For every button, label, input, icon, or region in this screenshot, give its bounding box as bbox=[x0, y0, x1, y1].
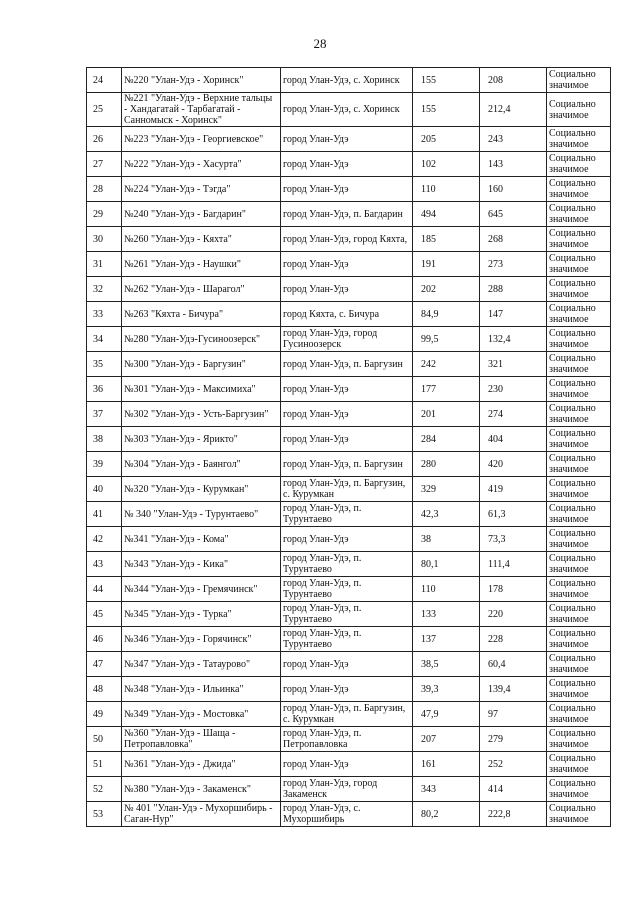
route-type-cell: Социально значимое bbox=[547, 202, 611, 227]
route-name-cell: №360 "Улан-Удэ - Шаща - Петропавловка" bbox=[122, 727, 281, 752]
distance-a-cell: 38 bbox=[413, 527, 480, 552]
start-point-cell: город Улан-Удэ bbox=[281, 277, 413, 302]
table-row bbox=[87, 252, 611, 277]
start-point-cell: город Улан-Удэ, п. Турунтаево bbox=[281, 627, 413, 652]
distance-b-cell: 139,4 bbox=[480, 677, 547, 702]
route-type-cell: Социально значимое bbox=[547, 802, 611, 827]
row-number-cell: 52 bbox=[87, 777, 122, 802]
route-type-cell: Социально значимое bbox=[547, 277, 611, 302]
distance-a-cell: 110 bbox=[413, 177, 480, 202]
start-point-cell: город Улан-Удэ bbox=[281, 402, 413, 427]
route-name-cell: №262 "Улан-Удэ - Шарагол" bbox=[122, 277, 281, 302]
route-name-cell: №302 "Улан-Удэ - Усть-Баргузин" bbox=[122, 402, 281, 427]
route-name-cell: №303 "Улан-Удэ - Ярикто" bbox=[122, 427, 281, 452]
start-point-cell: город Улан-Удэ, п. Баргузин, с. Курумкан bbox=[281, 477, 413, 502]
table-row bbox=[87, 68, 611, 93]
route-type-cell: Социально значимое bbox=[547, 377, 611, 402]
distance-a-cell: 207 bbox=[413, 727, 480, 752]
start-point-cell: город Улан-Удэ, п. Турунтаево bbox=[281, 577, 413, 602]
table-row bbox=[87, 552, 611, 577]
table-row bbox=[87, 577, 611, 602]
route-type-cell: Социально значимое bbox=[547, 627, 611, 652]
table-row bbox=[87, 427, 611, 452]
distance-b-cell: 111,4 bbox=[480, 552, 547, 577]
row-number-cell: 53 bbox=[87, 802, 122, 827]
start-point-cell: город Кяхта, с. Бичура bbox=[281, 302, 413, 327]
start-point-cell: город Улан-Удэ bbox=[281, 127, 413, 152]
distance-a-cell: 80,2 bbox=[413, 802, 480, 827]
row-number-cell: 28 bbox=[87, 177, 122, 202]
route-name-cell: №345 "Улан-Удэ - Турка" bbox=[122, 602, 281, 627]
table-row bbox=[87, 802, 611, 827]
route-name-cell: №223 "Улан-Удэ - Георгиевское" bbox=[122, 127, 281, 152]
distance-a-cell: 205 bbox=[413, 127, 480, 152]
table-row bbox=[87, 277, 611, 302]
distance-a-cell: 110 bbox=[413, 577, 480, 602]
table-row bbox=[87, 602, 611, 627]
row-number-cell: 25 bbox=[87, 93, 122, 127]
distance-b-cell: 143 bbox=[480, 152, 547, 177]
start-point-cell: город Улан-Удэ bbox=[281, 152, 413, 177]
route-name-cell: №240 "Улан-Удэ - Багдарин" bbox=[122, 202, 281, 227]
row-number-cell: 24 bbox=[87, 68, 122, 93]
row-number-cell: 51 bbox=[87, 752, 122, 777]
route-name-cell: №222 "Улан-Удэ - Хасурта" bbox=[122, 152, 281, 177]
table-row bbox=[87, 152, 611, 177]
distance-a-cell: 329 bbox=[413, 477, 480, 502]
row-number-cell: 33 bbox=[87, 302, 122, 327]
row-number-cell: 40 bbox=[87, 477, 122, 502]
route-type-cell: Социально значимое bbox=[547, 127, 611, 152]
distance-a-cell: 99,5 bbox=[413, 327, 480, 352]
distance-a-cell: 39,3 bbox=[413, 677, 480, 702]
route-name-cell: №361 "Улан-Удэ - Джида" bbox=[122, 752, 281, 777]
table-row bbox=[87, 352, 611, 377]
table-row bbox=[87, 702, 611, 727]
distance-a-cell: 161 bbox=[413, 752, 480, 777]
distance-b-cell: 420 bbox=[480, 452, 547, 477]
distance-b-cell: 230 bbox=[480, 377, 547, 402]
row-number-cell: 42 bbox=[87, 527, 122, 552]
route-type-cell: Социально значимое bbox=[547, 327, 611, 352]
route-type-cell: Социально значимое bbox=[547, 602, 611, 627]
table-row bbox=[87, 652, 611, 677]
start-point-cell: город Улан-Удэ, п. Багдарин bbox=[281, 202, 413, 227]
table-row bbox=[87, 777, 611, 802]
row-number-cell: 45 bbox=[87, 602, 122, 627]
distance-b-cell: 414 bbox=[480, 777, 547, 802]
routes-table bbox=[86, 67, 611, 827]
start-point-cell: город Улан-Удэ bbox=[281, 752, 413, 777]
route-name-cell: №343 "Улан-Удэ - Кика" bbox=[122, 552, 281, 577]
table-row bbox=[87, 502, 611, 527]
route-type-cell: Социально значимое bbox=[547, 352, 611, 377]
route-type-cell: Социально значимое bbox=[547, 452, 611, 477]
row-number-cell: 38 bbox=[87, 427, 122, 452]
row-number-cell: 49 bbox=[87, 702, 122, 727]
route-name-cell: №260 "Улан-Удэ - Кяхта" bbox=[122, 227, 281, 252]
route-type-cell: Социально значимое bbox=[547, 677, 611, 702]
distance-b-cell: 132,4 bbox=[480, 327, 547, 352]
start-point-cell: город Улан-Удэ, п. Турунтаево bbox=[281, 502, 413, 527]
start-point-cell: город Улан-Удэ, с. Мухоршибирь bbox=[281, 802, 413, 827]
start-point-cell: город Улан-Удэ, п. Баргузин bbox=[281, 352, 413, 377]
route-type-cell: Социально значимое bbox=[547, 427, 611, 452]
row-number-cell: 46 bbox=[87, 627, 122, 652]
route-type-cell: Социально значимое bbox=[547, 302, 611, 327]
route-type-cell: Социально значимое bbox=[547, 577, 611, 602]
route-name-cell: №380 "Улан-Удэ - Закаменск" bbox=[122, 777, 281, 802]
table-row bbox=[87, 677, 611, 702]
distance-a-cell: 84,9 bbox=[413, 302, 480, 327]
route-name-cell: №341 "Улан-Удэ - Кома" bbox=[122, 527, 281, 552]
route-name-cell: № 340 "Улан-Удэ - Турунтаево" bbox=[122, 502, 281, 527]
table-row bbox=[87, 727, 611, 752]
route-type-cell: Социально значимое bbox=[547, 68, 611, 93]
distance-b-cell: 274 bbox=[480, 402, 547, 427]
distance-b-cell: 419 bbox=[480, 477, 547, 502]
row-number-cell: 48 bbox=[87, 677, 122, 702]
distance-b-cell: 212,4 bbox=[480, 93, 547, 127]
distance-a-cell: 102 bbox=[413, 152, 480, 177]
distance-b-cell: 147 bbox=[480, 302, 547, 327]
table-row bbox=[87, 202, 611, 227]
distance-a-cell: 284 bbox=[413, 427, 480, 452]
row-number-cell: 30 bbox=[87, 227, 122, 252]
distance-b-cell: 243 bbox=[480, 127, 547, 152]
route-type-cell: Социально значимое bbox=[547, 177, 611, 202]
start-point-cell: город Улан-Удэ, с. Хоринск bbox=[281, 93, 413, 127]
route-type-cell: Социально значимое bbox=[547, 777, 611, 802]
distance-a-cell: 202 bbox=[413, 277, 480, 302]
row-number-cell: 31 bbox=[87, 252, 122, 277]
distance-b-cell: 252 bbox=[480, 752, 547, 777]
distance-a-cell: 47,9 bbox=[413, 702, 480, 727]
start-point-cell: город Улан-Удэ bbox=[281, 527, 413, 552]
route-type-cell: Социально значимое bbox=[547, 727, 611, 752]
route-name-cell: №263 "Кяхта - Бичура" bbox=[122, 302, 281, 327]
route-type-cell: Социально значимое bbox=[547, 152, 611, 177]
table-row bbox=[87, 377, 611, 402]
table-row bbox=[87, 227, 611, 252]
row-number-cell: 37 bbox=[87, 402, 122, 427]
table-row bbox=[87, 177, 611, 202]
start-point-cell: город Улан-Удэ bbox=[281, 652, 413, 677]
row-number-cell: 44 bbox=[87, 577, 122, 602]
route-type-cell: Социально значимое bbox=[547, 402, 611, 427]
table-row bbox=[87, 627, 611, 652]
distance-a-cell: 80,1 bbox=[413, 552, 480, 577]
row-number-cell: 35 bbox=[87, 352, 122, 377]
start-point-cell: город Улан-Удэ bbox=[281, 427, 413, 452]
route-type-cell: Социально значимое bbox=[547, 752, 611, 777]
start-point-cell: город Улан-Удэ, п. Баргузин bbox=[281, 452, 413, 477]
distance-b-cell: 60,4 bbox=[480, 652, 547, 677]
distance-a-cell: 155 bbox=[413, 68, 480, 93]
route-type-cell: Социально значимое bbox=[547, 702, 611, 727]
route-name-cell: №348 "Улан-Удэ - Ильинка" bbox=[122, 677, 281, 702]
table-row bbox=[87, 752, 611, 777]
start-point-cell: город Улан-Удэ bbox=[281, 377, 413, 402]
distance-a-cell: 343 bbox=[413, 777, 480, 802]
route-type-cell: Социально значимое bbox=[547, 93, 611, 127]
route-type-cell: Социально значимое bbox=[547, 227, 611, 252]
distance-a-cell: 177 bbox=[413, 377, 480, 402]
row-number-cell: 50 bbox=[87, 727, 122, 752]
table-row bbox=[87, 327, 611, 352]
start-point-cell: город Улан-Удэ, п. Турунтаево bbox=[281, 552, 413, 577]
distance-a-cell: 242 bbox=[413, 352, 480, 377]
row-number-cell: 27 bbox=[87, 152, 122, 177]
route-type-cell: Социально значимое bbox=[547, 552, 611, 577]
route-type-cell: Социально значимое bbox=[547, 477, 611, 502]
distance-a-cell: 137 bbox=[413, 627, 480, 652]
route-name-cell: №261 "Улан-Удэ - Наушки" bbox=[122, 252, 281, 277]
route-name-cell: №280 "Улан-Удэ-Гусиноозерск" bbox=[122, 327, 281, 352]
route-type-cell: Социально значимое bbox=[547, 527, 611, 552]
route-name-cell: №301 "Улан-Удэ - Максимиха" bbox=[122, 377, 281, 402]
route-type-cell: Социально значимое bbox=[547, 652, 611, 677]
distance-b-cell: 97 bbox=[480, 702, 547, 727]
table-row bbox=[87, 402, 611, 427]
route-name-cell: №224 "Улан-Удэ - Тэгда" bbox=[122, 177, 281, 202]
distance-b-cell: 645 bbox=[480, 202, 547, 227]
distance-b-cell: 208 bbox=[480, 68, 547, 93]
route-name-cell: №320 "Улан-Удэ - Курумкан" bbox=[122, 477, 281, 502]
start-point-cell: город Улан-Удэ bbox=[281, 177, 413, 202]
table-row bbox=[87, 527, 611, 552]
row-number-cell: 36 bbox=[87, 377, 122, 402]
distance-b-cell: 220 bbox=[480, 602, 547, 627]
start-point-cell: город Улан-Удэ, п. Петропавловка bbox=[281, 727, 413, 752]
route-name-cell: №220 "Улан-Удэ - Хоринск" bbox=[122, 68, 281, 93]
distance-b-cell: 268 bbox=[480, 227, 547, 252]
table-row bbox=[87, 302, 611, 327]
row-number-cell: 41 bbox=[87, 502, 122, 527]
distance-a-cell: 280 bbox=[413, 452, 480, 477]
route-name-cell: №349 "Улан-Удэ - Мостовка" bbox=[122, 702, 281, 727]
table-row bbox=[87, 93, 611, 127]
distance-b-cell: 404 bbox=[480, 427, 547, 452]
distance-b-cell: 222,8 bbox=[480, 802, 547, 827]
start-point-cell: город Улан-Удэ, с. Хоринск bbox=[281, 68, 413, 93]
route-name-cell: №300 "Улан-Удэ - Баргузин" bbox=[122, 352, 281, 377]
table-row bbox=[87, 127, 611, 152]
start-point-cell: город Улан-Удэ, п. Баргузин, с. Курумкан bbox=[281, 702, 413, 727]
distance-a-cell: 38,5 bbox=[413, 652, 480, 677]
distance-b-cell: 273 bbox=[480, 252, 547, 277]
distance-a-cell: 133 bbox=[413, 602, 480, 627]
distance-b-cell: 228 bbox=[480, 627, 547, 652]
start-point-cell: город Улан-Удэ, город Кяхта, bbox=[281, 227, 413, 252]
table-row bbox=[87, 477, 611, 502]
distance-a-cell: 201 bbox=[413, 402, 480, 427]
route-name-cell: №221 "Улан-Удэ - Верхние тальцы - Хандагатай - Тарбагатай - Санномыск - Хоринск" bbox=[122, 93, 281, 127]
row-number-cell: 29 bbox=[87, 202, 122, 227]
distance-b-cell: 160 bbox=[480, 177, 547, 202]
distance-b-cell: 61,3 bbox=[480, 502, 547, 527]
start-point-cell: город Улан-Удэ, п. Турунтаево bbox=[281, 602, 413, 627]
row-number-cell: 26 bbox=[87, 127, 122, 152]
row-number-cell: 39 bbox=[87, 452, 122, 477]
distance-a-cell: 494 bbox=[413, 202, 480, 227]
row-number-cell: 32 bbox=[87, 277, 122, 302]
distance-a-cell: 42,3 bbox=[413, 502, 480, 527]
start-point-cell: город Улан-Удэ bbox=[281, 252, 413, 277]
distance-a-cell: 185 bbox=[413, 227, 480, 252]
distance-b-cell: 321 bbox=[480, 352, 547, 377]
distance-b-cell: 73,3 bbox=[480, 527, 547, 552]
distance-b-cell: 288 bbox=[480, 277, 547, 302]
route-name-cell: №346 "Улан-Удэ - Горячинск" bbox=[122, 627, 281, 652]
route-name-cell: №347 "Улан-Удэ - Татаурово" bbox=[122, 652, 281, 677]
distance-b-cell: 178 bbox=[480, 577, 547, 602]
route-name-cell: №344 "Улан-Удэ - Гремячинск" bbox=[122, 577, 281, 602]
start-point-cell: город Улан-Удэ, город Гусиноозерск bbox=[281, 327, 413, 352]
row-number-cell: 34 bbox=[87, 327, 122, 352]
page-number: 28 bbox=[313, 36, 327, 51]
table-row bbox=[87, 452, 611, 477]
distance-b-cell: 279 bbox=[480, 727, 547, 752]
route-type-cell: Социально значимое bbox=[547, 252, 611, 277]
row-number-cell: 43 bbox=[87, 552, 122, 577]
distance-a-cell: 155 bbox=[413, 93, 480, 127]
start-point-cell: город Улан-Удэ bbox=[281, 677, 413, 702]
row-number-cell: 47 bbox=[87, 652, 122, 677]
route-name-cell: № 401 "Улан-Удэ - Мухоршибирь - Саган-Нур" bbox=[122, 802, 281, 827]
start-point-cell: город Улан-Удэ, город Закаменск bbox=[281, 777, 413, 802]
distance-a-cell: 191 bbox=[413, 252, 480, 277]
route-type-cell: Социально значимое bbox=[547, 502, 611, 527]
route-name-cell: №304 "Улан-Удэ - Баянгол" bbox=[122, 452, 281, 477]
